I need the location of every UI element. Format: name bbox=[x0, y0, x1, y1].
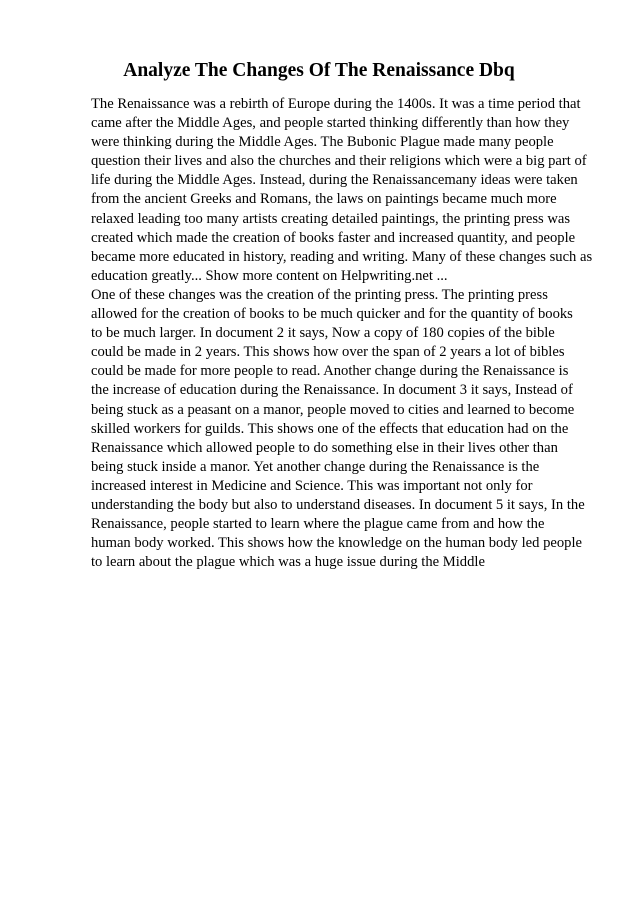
body-line: to learn about the plague which was a huge issue during the Middle bbox=[91, 554, 485, 571]
body-line: were thinking during the Middle Ages. The Bubonic Plague made many people bbox=[91, 134, 554, 151]
body-line: increased interest in Medicine and Science. This was important not only for bbox=[91, 477, 533, 494]
body-line: came after the Middle Ages, and people started thinking differently than how they bbox=[91, 115, 570, 132]
document-title: Analyze The Changes Of The Renaissance Dbq bbox=[123, 60, 515, 81]
body-line: Renaissance which allowed people to do something else in their lives other than bbox=[91, 439, 558, 456]
body-line: human body worked. This shows how the knowledge on the human body led people bbox=[91, 535, 582, 552]
body-line: from the ancient Greeks and Romans, the laws on paintings became much more bbox=[91, 191, 557, 208]
body-line: Renaissance, people started to learn where the plague came from and how the bbox=[91, 516, 545, 533]
body-line: allowed for the creation of books to be much quicker and for the quantity of books bbox=[91, 306, 573, 323]
body-line: question their lives and also the churches and their religions which were a big part of bbox=[91, 153, 587, 170]
body-line: being stuck as a peasant on a manor, people moved to cities and learned to become bbox=[91, 401, 575, 418]
body-line: could be made for more people to read. Another change during the Renaissance is bbox=[91, 363, 569, 380]
body-line: created which made the creation of books faster and increased quantity, and people bbox=[91, 229, 576, 246]
document-body bbox=[91, 95, 601, 572]
body-line: became more educated in history, reading and writing. Many of these changes such as bbox=[91, 248, 593, 265]
body-line: the increase of education during the Renaissance. In document 3 it says, Instead of bbox=[91, 382, 573, 399]
body-line: to be much larger. In document 2 it says, Now a copy of 180 copies of the bible bbox=[91, 325, 555, 342]
body-line: skilled workers for guilds. This shows one of the effects that education had on the bbox=[91, 420, 569, 437]
body-line: could be made in 2 years. This shows how over the span of 2 years a lot of bibles bbox=[91, 344, 565, 361]
body-line: relaxed leading too many artists creating detailed paintings, the printing press was bbox=[91, 210, 571, 227]
body-line: education greatly... Show more content on Helpwriting.net ... bbox=[91, 267, 448, 284]
body-line: life during the Middle Ages. Instead, during the Renaissancemany ideas were taken bbox=[91, 172, 578, 189]
body-line: being stuck inside a manor. Yet another change during the Renaissance is the bbox=[91, 458, 540, 475]
body-line: understanding the body but also to understand diseases. In document 5 it says, In the bbox=[91, 496, 585, 513]
body-line: One of these changes was the creation of the printing press. The printing press bbox=[91, 286, 548, 303]
body-line: The Renaissance was a rebirth of Europe during the 1400s. It was a time period that bbox=[91, 96, 581, 112]
